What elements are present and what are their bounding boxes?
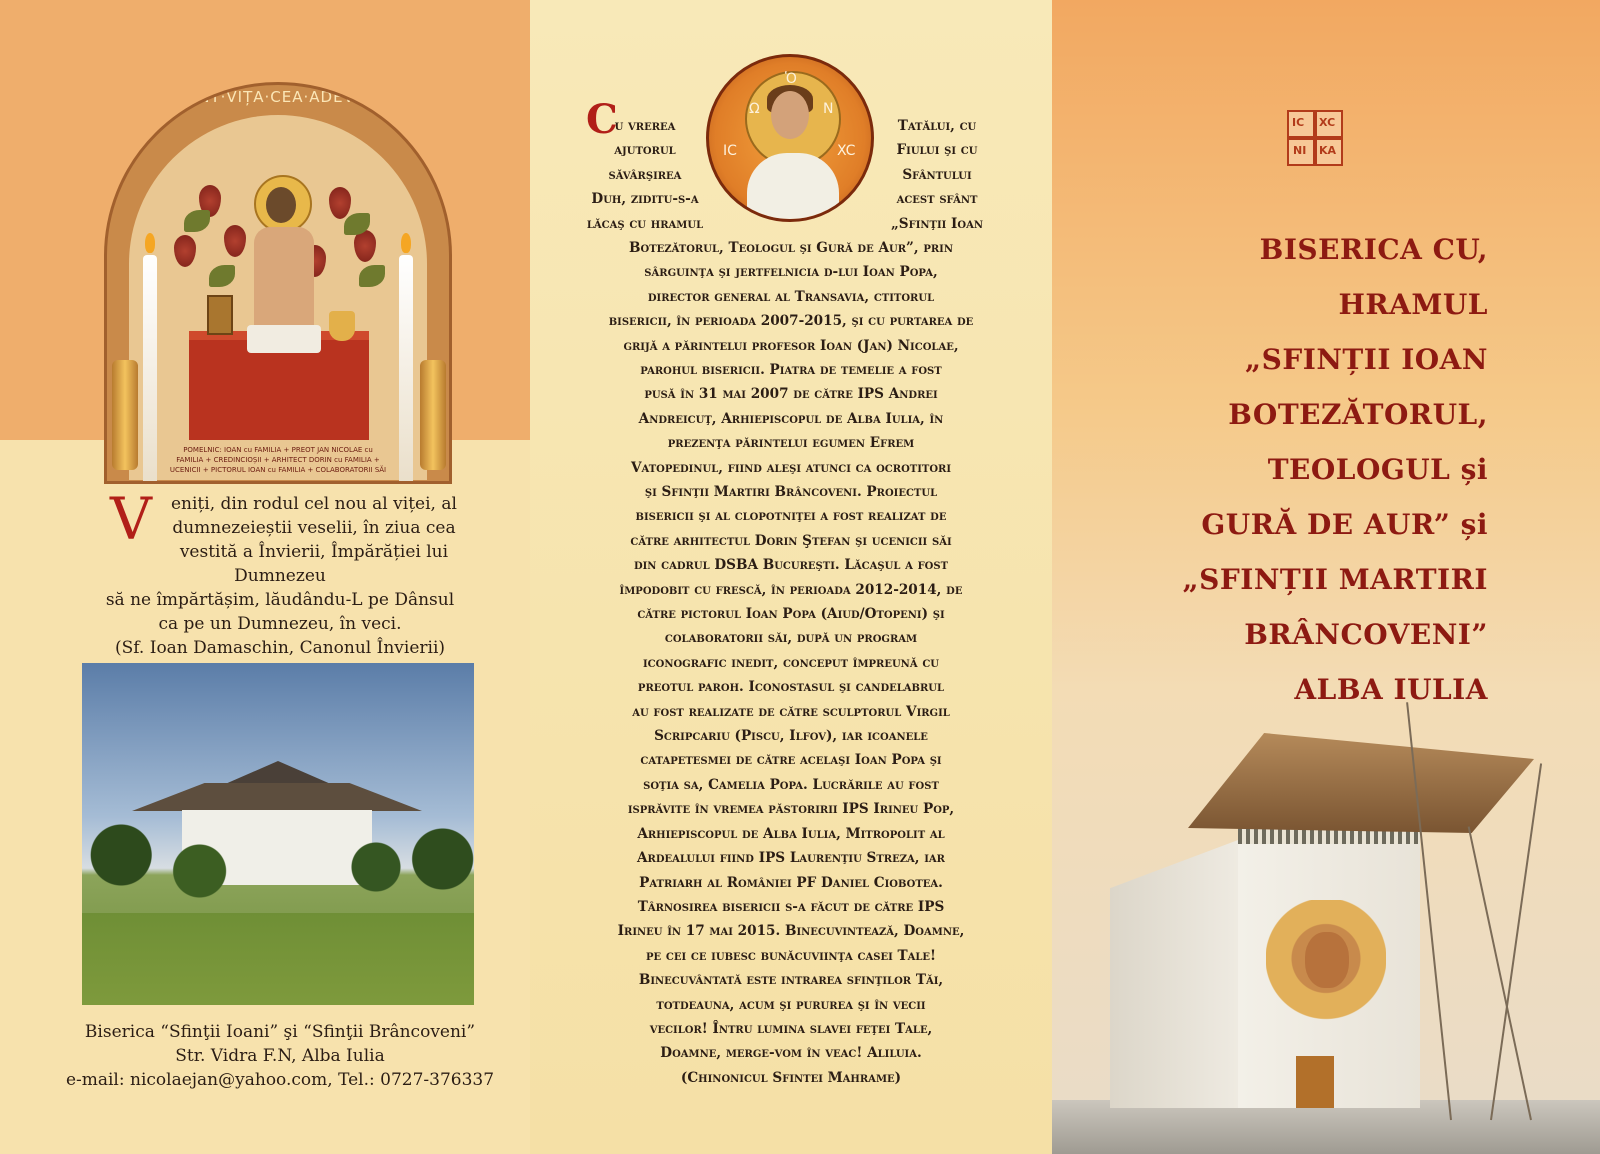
- text-line: Andreicuţ, Arhiepiscopul de Alba Iulia, în: [638, 410, 944, 427]
- vine-leaf-icon: [359, 265, 385, 287]
- split-line: [575, 187, 1007, 211]
- vine-leaf-icon: [184, 210, 210, 232]
- title-line: „SFINȚII IOAN: [1245, 343, 1488, 376]
- church-history-text: [575, 114, 1007, 1090]
- title-line: TEOLOGUL și: [1267, 453, 1488, 486]
- text-line: Binecuvântată este intrarea sfinţilor Tăi,: [638, 972, 944, 989]
- text-line: Patriarh al României PF Daniel Ciobotea.: [639, 874, 943, 891]
- church-title: [1068, 222, 1488, 717]
- christ-figure-icon: [254, 227, 314, 337]
- photo-lawn: [82, 913, 474, 1005]
- split-left: săvârşirea: [608, 166, 682, 183]
- text-line: preotul paroh. Iconostasul şi candelabrul: [637, 679, 945, 696]
- courtyard-pavement: [1052, 1100, 1600, 1154]
- quote-line: dumnezeieștii veselii, în ziua cea: [172, 518, 456, 538]
- text-line: din cadrul DSBA Bucureşti. Lăcaşul a fost: [633, 557, 949, 574]
- title-line: GURĂ DE AUR” și: [1201, 508, 1488, 541]
- quote-line: vestită a Învierii, Împărăției lui Dumnezeu: [179, 542, 449, 586]
- icon-inscription: EU·SUNT·VIȚA·CEA·ADEVĂRATĂ: [147, 88, 409, 106]
- split-right: Sfântului: [902, 166, 972, 183]
- split-right: Tatălui, cu: [897, 118, 977, 134]
- photo-trees: [82, 823, 474, 903]
- text-line: bisericii, în perioada 2007-2015, şi cu purtarea de: [608, 313, 974, 330]
- text-line: pusă în 31 mai 2007 de către IPS Andrei: [644, 386, 938, 403]
- candle-left-icon: [143, 255, 157, 484]
- title-line: BISERICA CU,: [1259, 233, 1488, 266]
- text-line: Ardealului fiind IPS Laurenţiu Streza, iar: [636, 850, 945, 867]
- text-line: împodobit cu frescă, în perioada 2012-2014, de: [619, 581, 963, 598]
- text-line: Vatopedinul, fiind aleşi atunci ca ocrotitori: [630, 459, 952, 476]
- address-contact: e-mail: nicolaejan@yahoo.com, Tel.: 0727-376337: [65, 1070, 495, 1090]
- loincloth-icon: [247, 325, 321, 353]
- text-line: vecilor! Întru lumina slavei feţei Tale,: [649, 1020, 933, 1037]
- title-line: BOTEZĂTORUL,: [1228, 398, 1488, 431]
- address-church-name: Biserica “Sfinţii Ioani” şi “Sfinţii Brâncoveni”: [84, 1022, 476, 1042]
- split-line: [575, 163, 1007, 187]
- altar-table: [189, 340, 369, 440]
- text-line: către pictorul Ioan Popa (Aiud/Otopeni) şi: [637, 606, 945, 623]
- grapes-icon: [354, 230, 376, 262]
- quote-line: ca pe un Dumnezeu, în veci.: [158, 614, 402, 634]
- quote-dropcap: V: [110, 485, 152, 553]
- split-right: acest sfânt: [896, 191, 978, 208]
- christ-face-icon: [1305, 932, 1349, 988]
- text-line: au fost realizate de către sculptorul Virgil: [632, 703, 950, 720]
- vine-leaf-icon: [209, 265, 235, 287]
- easter-quote: [90, 485, 470, 660]
- text-line: colaboratorii săi, după un program: [664, 630, 918, 647]
- text-line: soţia sa, Camelia Popa. Lucrările au fost: [643, 776, 939, 793]
- medallion-letter: Ὁ: [785, 71, 797, 87]
- grapes-icon: [224, 225, 246, 257]
- emblem-letter: XC: [1319, 116, 1336, 129]
- medallion-letter: IC: [723, 143, 737, 159]
- split-line: [575, 138, 1007, 162]
- grapes-icon: [329, 187, 351, 219]
- text-line: Scripcariu (Piscu, Ilfov), iar icoanele: [654, 728, 928, 745]
- photo-roof: [132, 783, 422, 811]
- text-line: Irineu în 17 mai 2015. Binecuvintează, Doamne,: [617, 923, 965, 940]
- gospel-book-icon: [207, 295, 233, 335]
- icxc-nika-emblem-icon: [1287, 110, 1343, 166]
- quote-line: să ne împărtășim, lăudându-L pe Dânsul: [105, 590, 455, 610]
- title-line: BRÂNCOVENI”: [1244, 618, 1488, 651]
- split-left: lăcaş cu hramul: [586, 215, 704, 232]
- quote-source: (Sf. Ioan Damaschin, Canonul Învierii): [114, 638, 446, 658]
- text-line: către arhitectul Dorin Ştefan şi ucenicii săi: [630, 532, 952, 549]
- text-dropcap: C: [586, 96, 618, 143]
- text-body: [575, 236, 1007, 1090]
- medallion-letter: Ω: [749, 101, 760, 117]
- text-line: totdeauna, acum şi pururea şi în vecii: [656, 996, 926, 1013]
- medallion-letter: Ν: [823, 101, 834, 117]
- title-line: „SFINȚII MARTIRI: [1182, 563, 1488, 596]
- emblem-letter: IC: [1292, 116, 1305, 129]
- title-line: ALBA IULIA: [1294, 673, 1488, 706]
- church-exterior-photo: [82, 663, 474, 1005]
- vine-icon-painting: [104, 82, 452, 484]
- text-line: parohul bisericii. Piatra de temelie a fost: [640, 361, 942, 378]
- icon-footer-text: POMELNIC: IOAN cu FAMILIA + PREOT JAN NICOLAE cu FAMILIA + CREDINCIOȘII + ARHITECT DORIN cu FAMILIA + UCENICII + PICTORUL IOAN cu FAMILIA + COLABORATORII SĂI: [169, 446, 387, 474]
- grapes-icon: [174, 235, 196, 267]
- split-line: [575, 212, 1007, 236]
- split-right: „Sfinţii Ioan: [890, 215, 984, 232]
- contact-address: [50, 1020, 510, 1092]
- text-line: prezenţa părintelui egumen Efrem: [667, 435, 915, 452]
- split-right: Fiului şi cu: [896, 142, 978, 159]
- title-line: HRAMUL: [1338, 288, 1488, 321]
- split-left: ajutorul: [614, 142, 676, 159]
- text-line: iconografic inedit, conceput împreună cu: [642, 654, 939, 671]
- text-line: şi Sfinţii Martiri Brâncoveni. Proiectul: [644, 484, 938, 501]
- emblem-letter: NI: [1293, 144, 1307, 157]
- emblem-letter: KA: [1319, 144, 1337, 157]
- medallion-letter: XC: [837, 143, 856, 159]
- address-street: Str. Vidra F.N, Alba Iulia: [175, 1046, 385, 1066]
- quote-line: eniți, din rodul cel nou al viței, al: [170, 494, 457, 514]
- text-line: isprăvite în vremea păstoririi IPS Irineu Pop,: [627, 801, 955, 818]
- text-line: Arhiepiscopul de Alba Iulia, Mitropolit al: [637, 825, 945, 842]
- text-line: Doamne, merge-vom în veac! Aliluia.: [660, 1045, 922, 1062]
- split-line: [575, 114, 1007, 138]
- text-line: sârguinţa şi jertfelnicia d-lui Ioan Popa,: [644, 264, 938, 281]
- text-line: catapetesmei de către acelaşi Ioan Popa şi: [640, 752, 942, 769]
- text-line: grijă a părintelui profesor Ioan (Jan) Nicolae,: [623, 337, 959, 354]
- split-left: u vrerea: [614, 118, 676, 134]
- church-door: [1296, 1056, 1334, 1108]
- candlestick-left-icon: [112, 360, 138, 470]
- text-line: bisericii şi al clopotniţei a fost realizat de: [635, 508, 947, 525]
- text-line: Târnosirea bisericii s-a făcut de către IPS: [637, 898, 945, 915]
- icon-inner-field: [129, 115, 427, 480]
- candlestick-right-icon: [420, 360, 446, 470]
- text-line: (Chinonicul Sfintei Mahrame): [680, 1069, 902, 1086]
- candle-right-icon: [399, 255, 413, 484]
- chalice-icon: [329, 311, 355, 341]
- text-line: Botezătorul, Teologul şi Gură de Aur”, prin: [629, 239, 953, 256]
- christ-head-icon: [266, 187, 296, 223]
- split-left: Duh, ziditu-s-a: [591, 191, 699, 208]
- text-line: director general al Transavia, ctitorul: [647, 288, 935, 305]
- text-line: pe cei ce iubesc bunăcuviinţa casei Tale!: [646, 947, 936, 964]
